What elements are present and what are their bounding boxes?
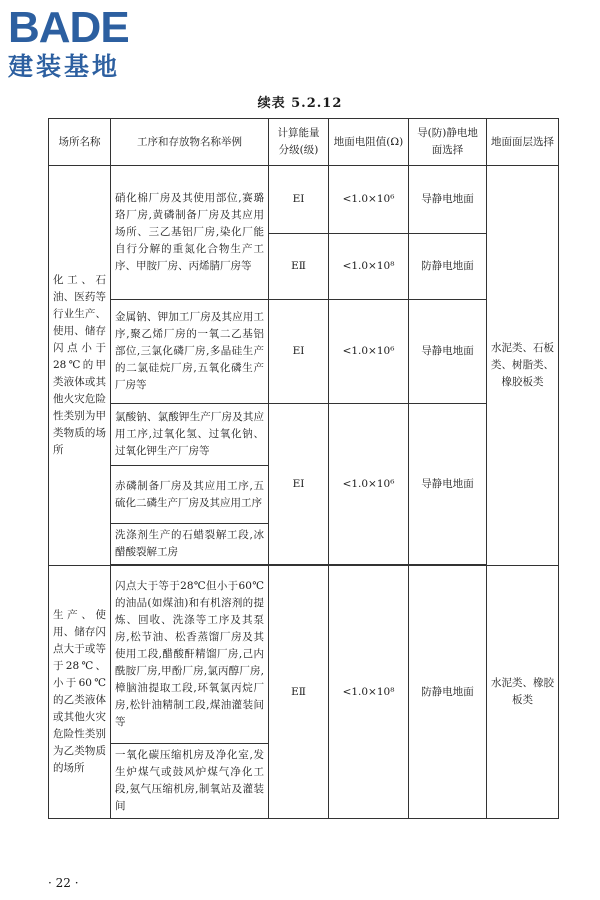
- example-cell: 氯酸钠、氯酸钾生产厂房及其应用工序,过氧化氢、过氧化钠、过氧化钾生产厂房等: [111, 404, 269, 466]
- floor-cell: 导静电地面: [409, 300, 487, 404]
- example-cell: 硝化棉厂房及其使用部位,赛璐珞厂房,黄磷制备厂房及其应用场所、三乙基铝厂房,染化厂能自行分解的重氮化合物生产工序、甲胺厂房、丙烯腈厂房等: [111, 166, 269, 300]
- logo: [8, 3, 178, 82]
- logo-subtitle: 建装基地: [8, 52, 121, 81]
- header-grade: 计算能量分级(级): [269, 119, 329, 166]
- logo-wordmark: BADE: [8, 3, 129, 52]
- table-row: [49, 300, 559, 404]
- table-header-row: [49, 119, 559, 166]
- place-cell: 生产、使用、储存闪点大于或等于28℃、小于60℃的乙类液体或其他火灾危险性类别为乙类物质的场所: [49, 566, 111, 819]
- spec-table: [48, 118, 559, 819]
- example-cell: 一氧化碳压缩机房及净化室,发生炉煤气或鼓风炉煤气净化工段,氨气压缩机房,制氧站及灌装间: [111, 744, 269, 819]
- resistance-cell: <1.0×10⁸: [329, 234, 409, 300]
- grade-cell: EⅠ: [269, 166, 329, 234]
- layer-cell: 水泥类、橡胶板类: [487, 566, 559, 819]
- table-title: 续表 5.2.12: [257, 96, 343, 111]
- grade-cell: EⅡ: [269, 234, 329, 300]
- example-cell: 金属钠、钾加工厂房及其应用工序,聚乙烯厂房的一氧二乙基铝部位,三氯化磷厂房,多晶硅生产的二氯硅烷厂房,五氧化磷生产厂房等: [111, 300, 269, 404]
- table-row: [49, 404, 559, 466]
- header-floor: 导(防)静电地面选择: [409, 119, 487, 166]
- example-cell: 洗涤剂生产的石蜡裂解工段,冰醋酸裂解工房: [111, 524, 269, 565]
- header-examples: 工序和存放物名称举例: [111, 119, 269, 166]
- grade-cell: EⅠ: [269, 404, 329, 565]
- table-row: [49, 566, 559, 744]
- example-cell: 赤磷制备厂房及其应用工序,五硫化二磷生产厂房及其应用工序: [111, 466, 269, 524]
- table-row: [49, 166, 559, 234]
- place-cell: 化工、石油、医药等行业生产、使用、储存闪点小于28℃的甲类液体或其他火灾危险性类别为甲类物质的场所: [49, 166, 111, 566]
- floor-cell: 防静电地面: [409, 234, 487, 300]
- resistance-cell: <1.0×10⁸: [329, 566, 409, 819]
- grade-cell: EⅠ: [269, 300, 329, 404]
- resistance-cell: <1.0×10⁶: [329, 300, 409, 404]
- resistance-cell: <1.0×10⁶: [329, 166, 409, 234]
- header-place: 场所名称: [49, 119, 111, 166]
- example-cell: 闪点大于等于28℃但小于60℃的油品(如煤油)和有机溶剂的提炼、回收、洗涤等工序及其泵房,松节油、松香蒸馏厂房及其使用工段,醋酸酐精馏厂房,己内酰胺厂房,甲酚厂房,氯丙醇厂房,樟脑油提取工段,环氧氯丙烷厂房,松针油精制工段,煤油灌装间等: [111, 566, 269, 744]
- resistance-cell: <1.0×10⁶: [329, 404, 409, 565]
- header-resistance: 地面电阻值(Ω): [329, 119, 409, 166]
- header-layer: 地面面层选择: [487, 119, 559, 166]
- grade-cell: EⅡ: [269, 566, 329, 819]
- floor-cell: 导静电地面: [409, 404, 487, 565]
- floor-cell: 导静电地面: [409, 166, 487, 234]
- floor-cell: 防静电地面: [409, 566, 487, 819]
- layer-cell: 水泥类、石板类、树脂类、橡胶板类: [487, 166, 559, 566]
- page-number: · 22 ·: [48, 876, 79, 890]
